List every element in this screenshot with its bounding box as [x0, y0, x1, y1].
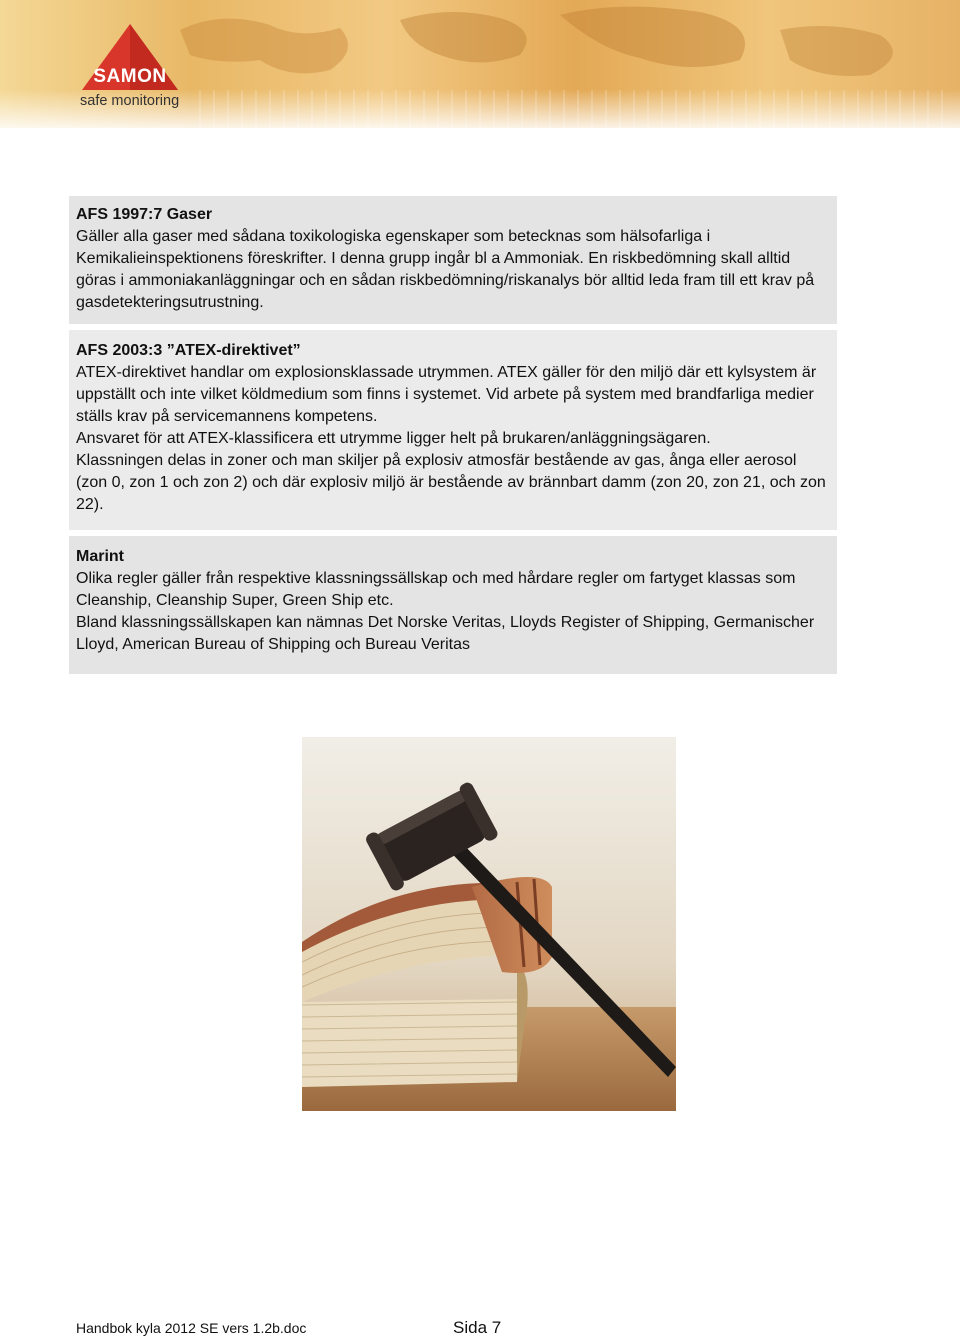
section-paragraph: Olika regler gäller från respektive klassningssällskap och med hårdare regler om fartyget klassas som Cleanship, Cleanship Super, Green Ship etc.: [76, 570, 796, 609]
footer-page-number: Sida 7: [453, 1318, 502, 1337]
section-paragraph: ATEX-direktivet handlar om explosionsklassade utrymmen. ATEX gäller för den miljö där ett kylsystem är uppställt och inte vilket köldmedium som finns i systemet. Vid arbete på system med brandfarliga medier ställs krav på servicemannens kompetens.: [76, 364, 817, 425]
footer-document-name: Handbok kyla 2012 SE vers 1.2b.doc: [76, 1320, 307, 1336]
section-paragraph: Ansvaret för att ATEX-klassificera ett utrymme ligger helt på brukaren/anläggningsägaren.: [76, 430, 711, 447]
section-heading: Marint: [76, 548, 124, 565]
gavel-icon: [302, 737, 676, 1111]
logo-name: SAMON: [93, 66, 167, 87]
section-afs-2003-3: [69, 330, 837, 530]
section-heading: AFS 1997:7 Gaser: [76, 206, 213, 223]
section-marint: [69, 536, 837, 674]
header-banner: [0, 0, 960, 128]
samon-logo: [78, 20, 188, 115]
section-paragraph: Gäller alla gaser med sådana toxikologiska egenskaper som betecknas som hälsofarliga i Kemikalieinspektionens föreskrifter. I denna grupp ingår bl a Ammoniak. En riskbedömning skall alltid göras i ammoniakanläggningar och en sådan riskbedömning/riskanalys bör alltid leda fram till ett krav på gasdetekteringsutrustning.: [76, 228, 815, 311]
section-afs-1997-7: [69, 196, 837, 324]
section-paragraph: Klassningen delas in zoner och man skiljer på explosiv atmosfär bestående av gas, ånga eller aerosol (zon 0, zon 1 och zon 2) och där explosiv miljö är bestående av brännbart damm (zon 20, zon 21, och zon 22).: [76, 452, 826, 513]
section-paragraph: Bland klassningssällskapen kan nämnas Det Norske Veritas, Lloyds Register of Shipping, Germanischer Lloyd, American Bureau of Shipping och Bureau Veritas: [76, 614, 815, 653]
gavel-book-photo: [302, 737, 676, 1111]
logo-tagline: safe monitoring: [80, 93, 180, 109]
section-heading: AFS 2003:3 ”ATEX-direktivet”: [76, 342, 301, 359]
